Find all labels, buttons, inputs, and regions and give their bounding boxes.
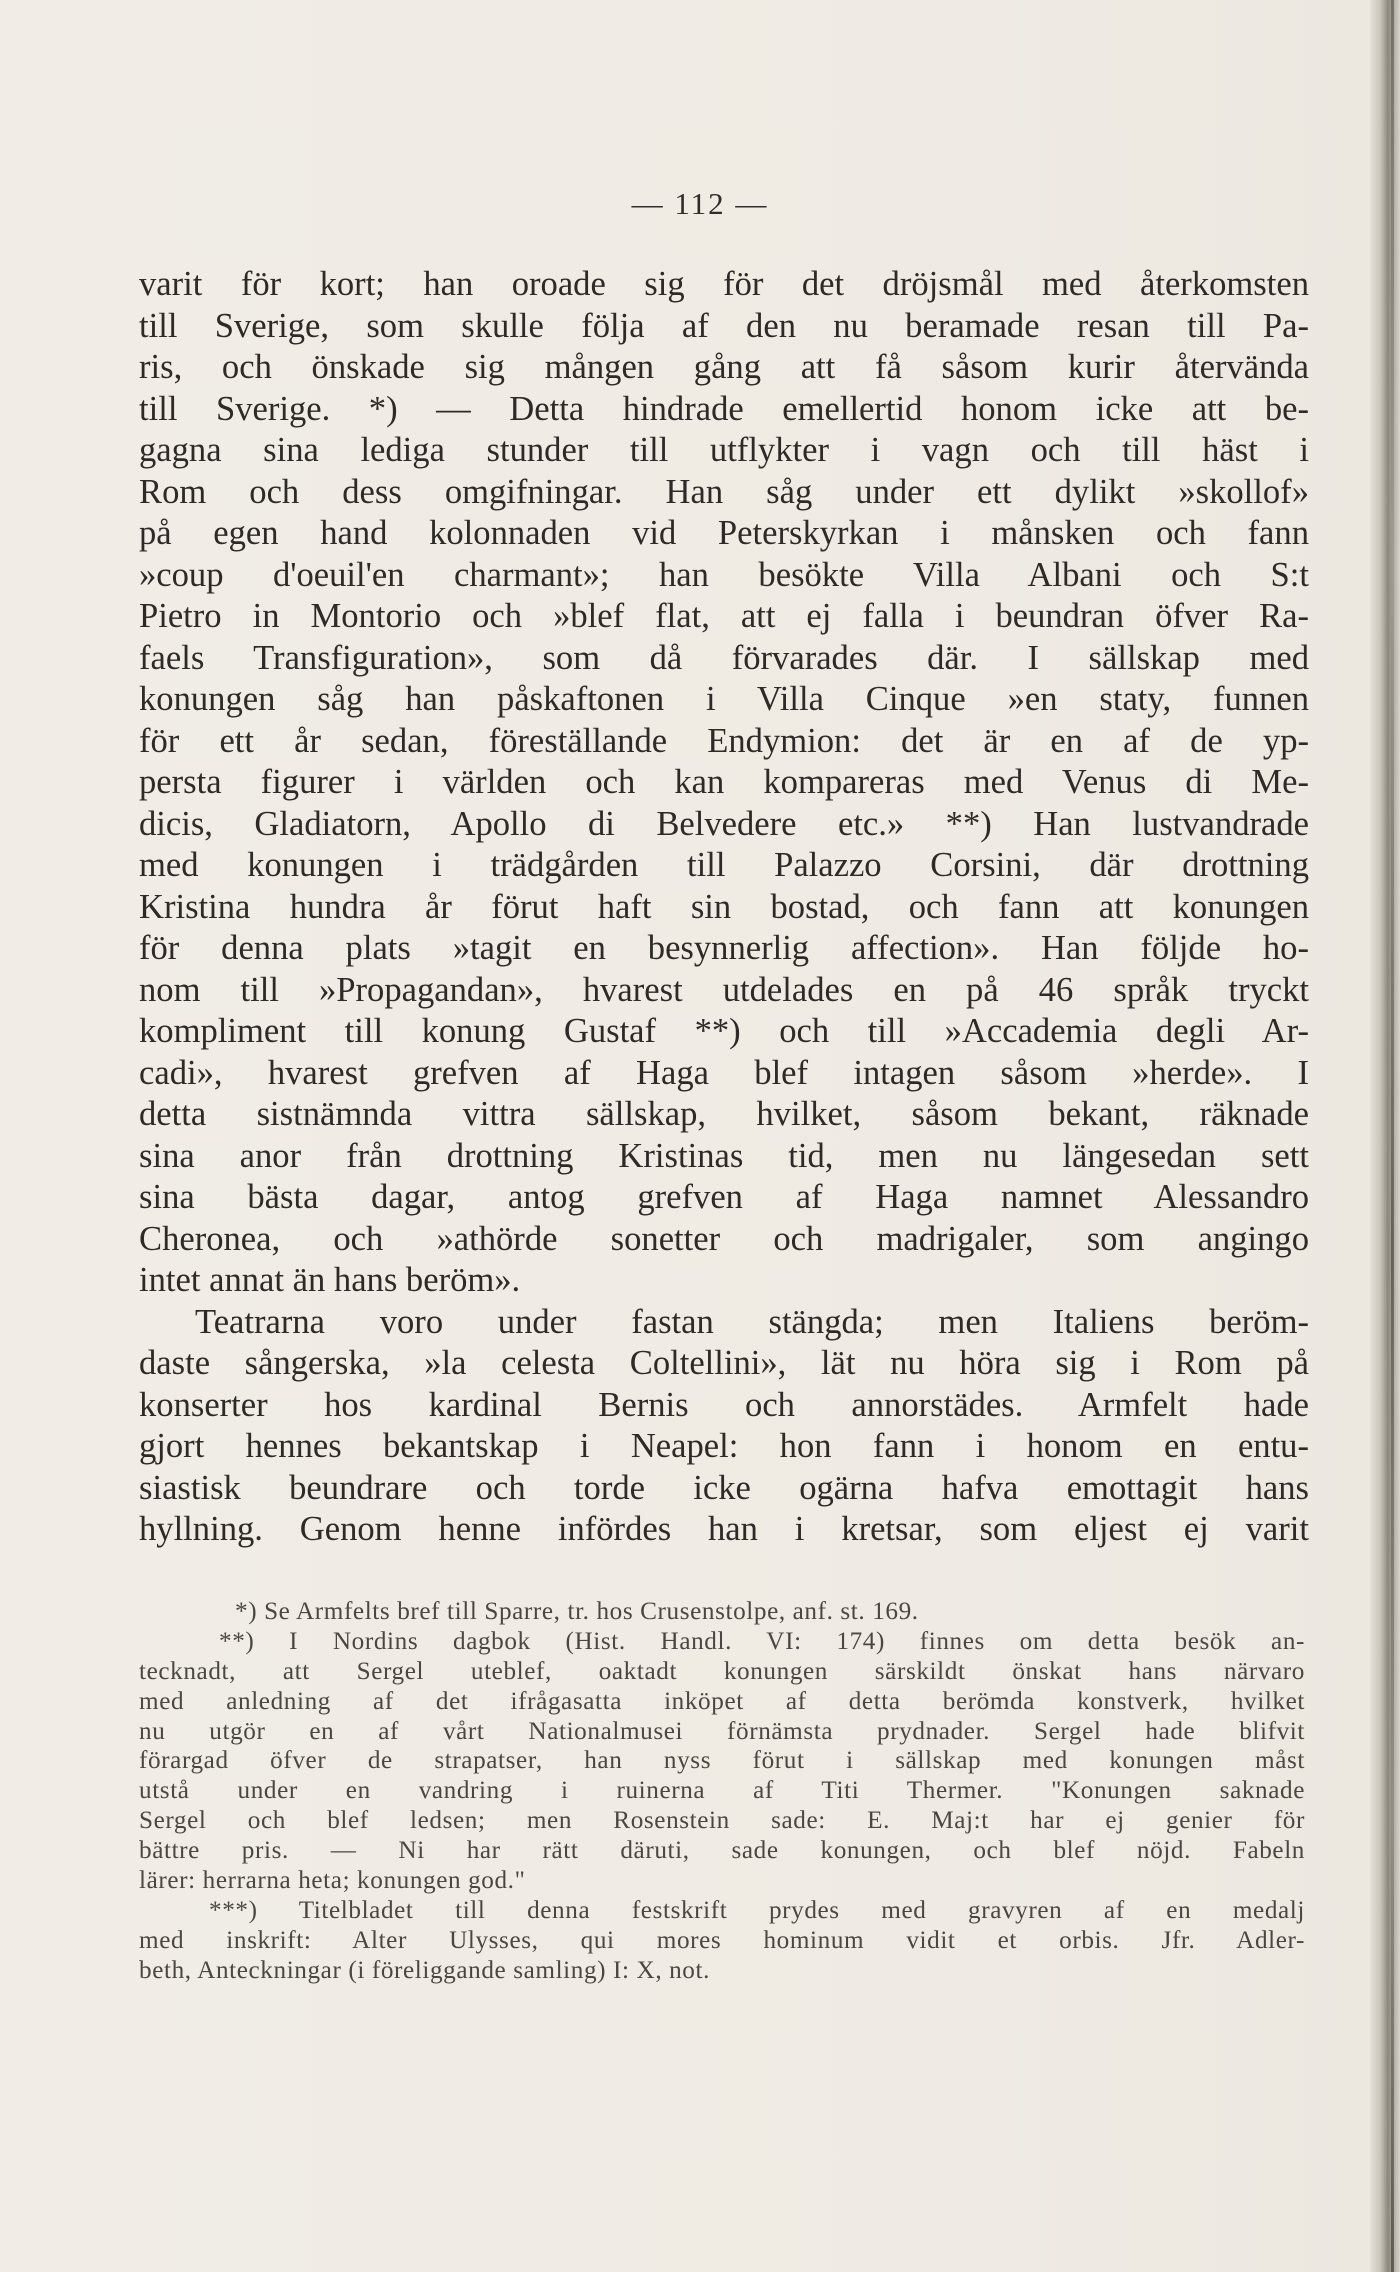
footnote-line: beth, Anteckningar (i föreliggande samling) I: X, not. xyxy=(139,1956,710,1984)
text-line: Pietro in Montorio och »blef flat, att ej falla i beundran öfver Ra- xyxy=(139,597,1309,635)
footnote-line: förargad öfver de strapatser, han nyss förut i sällskap med konungen måst xyxy=(139,1747,1305,1775)
main-text xyxy=(139,264,1309,1551)
footnote-line: nu utgör en af vårt Nationalmusei förnämsta prydnader. Sergel hade blifvit xyxy=(139,1717,1305,1745)
text-line: nom till »Propagandan», hvarest utdelades en på 46 språk tryckt xyxy=(139,970,1309,1009)
text-line: Kristina hundra år förut haft sin bostad, och fann att konungen xyxy=(139,887,1309,926)
text-line: siastisk beundrare och torde icke ogärna hafva emottagit hans xyxy=(139,1468,1309,1507)
text-line: Rom och dess omgifningar. Han såg under ett dylikt »skollof» xyxy=(139,472,1309,511)
footnotes xyxy=(139,1597,1305,1986)
text-line: för ett år sedan, föreställande Endymion: det är en af de yp- xyxy=(139,721,1309,760)
footnote-line: ***) Titelbladet till denna festskrift prydes med gravyren af en medalj xyxy=(209,1896,1305,1924)
text-line: daste sångerska, »la celesta Coltellini», lät nu höra sig i Rom på xyxy=(139,1344,1309,1382)
text-line: för denna plats »tagit en besynnerlig affection». Han följde ho- xyxy=(139,929,1309,967)
text-line: konungen såg han påskaftonen i Villa Cinque »en staty, funnen xyxy=(139,680,1309,718)
footnote-line: *) Se Armfelts bref till Sparre, tr. hos Crusenstolpe, anf. st. 169. xyxy=(235,1598,919,1625)
footnote-line: Sergel och blef ledsen; men Rosenstein sade: E. Maj:t har ej genier för xyxy=(139,1807,1305,1835)
text-line: faels Transfiguration», som då förvarades där. I sällskap med xyxy=(139,638,1309,677)
footnote-line: lärer: herrarna heta; konungen god." xyxy=(139,1867,526,1895)
text-line: på egen hand kolonnaden vid Peterskyrkan i månsken och fann xyxy=(139,514,1309,552)
text-line: sina anor från drottning Kristinas tid, men nu längesedan sett xyxy=(139,1136,1309,1175)
footnote-line: med inskrift: Alter Ulysses, qui mores hominum vidit et orbis. Jfr. Adler- xyxy=(139,1926,1305,1954)
text-line: konserter hos kardinal Bernis och annorstädes. Armfelt hade xyxy=(139,1385,1309,1424)
footnote-line: utstå under en vandring i ruinerna af Titi Thermer. "Konungen saknade xyxy=(139,1777,1305,1805)
text-line: persta figurer i världen och kan kompareras med Venus di Me- xyxy=(139,763,1309,801)
footnote-line: bättre pris. — Ni har rätt däruti, sade konungen, och blef nöjd. Fabeln xyxy=(139,1837,1305,1865)
text-line: hyllning. Genom henne infördes han i kretsar, som eljest ej varit xyxy=(139,1510,1309,1548)
text-line: varit för kort; han oroade sig för det dröjsmål med återkomsten xyxy=(139,265,1309,303)
text-line: cadi», hvarest grefven af Haga blef intagen såsom »herde». I xyxy=(139,1053,1309,1092)
text-line: ris, och önskade sig mången gång att få såsom kurir återvända xyxy=(139,348,1309,386)
text-line: gjort hennes bekantskap i Neapel: hon fann i honom en entu- xyxy=(139,1427,1309,1465)
text-line: till Sverige. *) — Detta hindrade emellertid honom icke att be- xyxy=(139,389,1309,428)
text-line: Cheronea, och »athörde sonetter och madrigaler, som angingo xyxy=(139,1219,1309,1258)
text-line: till Sverige, som skulle följa af den nu beramade resan till Pa- xyxy=(139,306,1309,345)
page-number: — 112 — xyxy=(631,186,769,221)
text-line: gagna sina lediga stunder till utflykter i vagn och till häst i xyxy=(139,431,1309,469)
footnote-line: med anledning af det ifrågasatta inköpet af detta berömda konstverk, hvilket xyxy=(139,1687,1305,1715)
text-line: »coup d'oeuil'en charmant»; han besökte Villa Albani och S:t xyxy=(139,555,1309,594)
text-line: med konungen i trädgården till Palazzo Corsini, där drottning xyxy=(139,846,1309,884)
text-line: intet annat än hans beröm». xyxy=(139,1261,521,1299)
text-line: Teatrarna voro under fastan stängda; men Italiens beröm- xyxy=(195,1302,1309,1341)
text-line: kompliment till konung Gustaf **) och till »Accademia degli Ar- xyxy=(139,1012,1309,1050)
footnote-line: **) I Nordins dagbok (Hist. Handl. VI: 174) finnes om detta besök an- xyxy=(219,1627,1305,1655)
text-line: detta sistnämnda vittra sällskap, hvilket, såsom bekant, räknade xyxy=(139,1095,1309,1133)
page-edge xyxy=(1370,0,1400,2272)
text-line: sina bästa dagar, antog grefven af Haga namnet Alessandro xyxy=(139,1178,1309,1216)
text-line: dicis, Gladiatorn, Apollo di Belvedere etc.» **) Han lustvandrade xyxy=(139,804,1309,843)
footnote-line: tecknadt, att Sergel uteblef, oaktadt konungen särskildt önskat hans närvaro xyxy=(139,1657,1305,1685)
